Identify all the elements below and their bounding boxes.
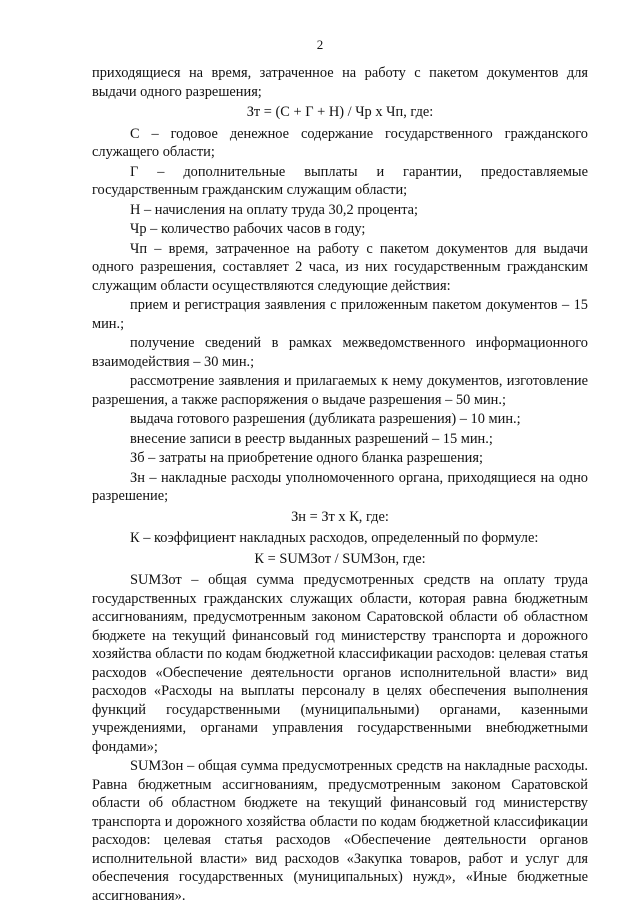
definition-n: Н – начисления на оплату труда 30,2 процента; bbox=[130, 201, 419, 218]
definition-sumzon: SUMЗон – общая сумма предусмотренных средств на накладные расходы. Равна бюджетным ассигнованиям, предусмотренным законом Саратовской области об областном бюджете на текущий финансовый год министерству транспорта и дорожного хозяйства области по кодам бюджетной классификации расходов: целевая статья расходов «Обеспечение деятельности органов исполнительной власти» вид расходов «Закупка товаров, работ и услуг для обеспечения государственных (муниципальных) нужд», «Иные бюджетные ассигнования». bbox=[92, 758, 588, 904]
formula-k: К = SUMЗот / SUMЗон, где: bbox=[254, 550, 426, 567]
action-interagency: получение сведений в рамках межведомственного информационного взаимодействия – 30 мин.; bbox=[92, 335, 588, 370]
action-review: рассмотрение заявления и прилагаемых к нему документов, изготовление разрешения, а также распоряжения о выдаче разрешения – 50 мин.; bbox=[92, 373, 588, 408]
definition-k: К – коэффициент накладных расходов, определенный по формуле: bbox=[130, 530, 539, 546]
definition-zn: Зн – накладные расходы уполномоченного органа, приходящиеся на одно разрешение; bbox=[92, 469, 588, 504]
page-number: 2 bbox=[316, 37, 324, 52]
document-body bbox=[92, 64, 588, 906]
definition-zb: Зб – затраты на приобретение одного бланка разрешения; bbox=[130, 450, 483, 466]
definition-c: С – годовое денежное содержание государственного гражданского служащего области; bbox=[92, 125, 588, 160]
formula-zn: Зн = Зт х К, где: bbox=[291, 508, 389, 525]
formula-zt: Зт = (С + Г + Н) / Чр х Чп, где: bbox=[246, 104, 434, 120]
definition-chr: Чр – количество рабочих часов в году; bbox=[130, 221, 366, 237]
definition-chp: Чп – время, затраченное на работу с пакетом документов для выдачи одного разрешения, составляет 2 часа, из них государственным гражданским служащим области осуществляются следующие действия: bbox=[92, 240, 588, 294]
action-registry: внесение записи в реестр выданных разрешений – 15 мин.; bbox=[130, 430, 493, 447]
paragraph-continuation: приходящиеся на время, затраченное на работу с пакетом документов для выдачи одного разрешения; bbox=[92, 65, 588, 100]
action-reception: прием и регистрация заявления с приложенным пакетом документов – 15 мин.; bbox=[92, 297, 588, 332]
definition-g: Г – дополнительные выплаты и гарантии, предоставляемые государственным гражданским служащим области; bbox=[92, 163, 588, 198]
action-issue: выдача готового разрешения (дубликата разрешения) – 10 мин.; bbox=[130, 411, 521, 427]
definition-sumzot: SUMЗот – общая сумма предусмотренных средств на оплату труда государственных гражданских служащих области, которая равна бюджетным ассигнованиям, предусмотренным законом Саратовской области об областном бюджете на текущий финансовый год министерству транспорта и дорожного хозяйства области по кодам бюджетной классификации расходов: целевая статья расходов «Обеспечение деятельности органов исполнительной власти» вид расходов «Расходы на выплаты персоналу в целях обеспечения выполнения функций государственными (муниципальными) органами, казенными учреждениями, органами управления государственными внебюджетными фондами»; bbox=[92, 572, 588, 755]
